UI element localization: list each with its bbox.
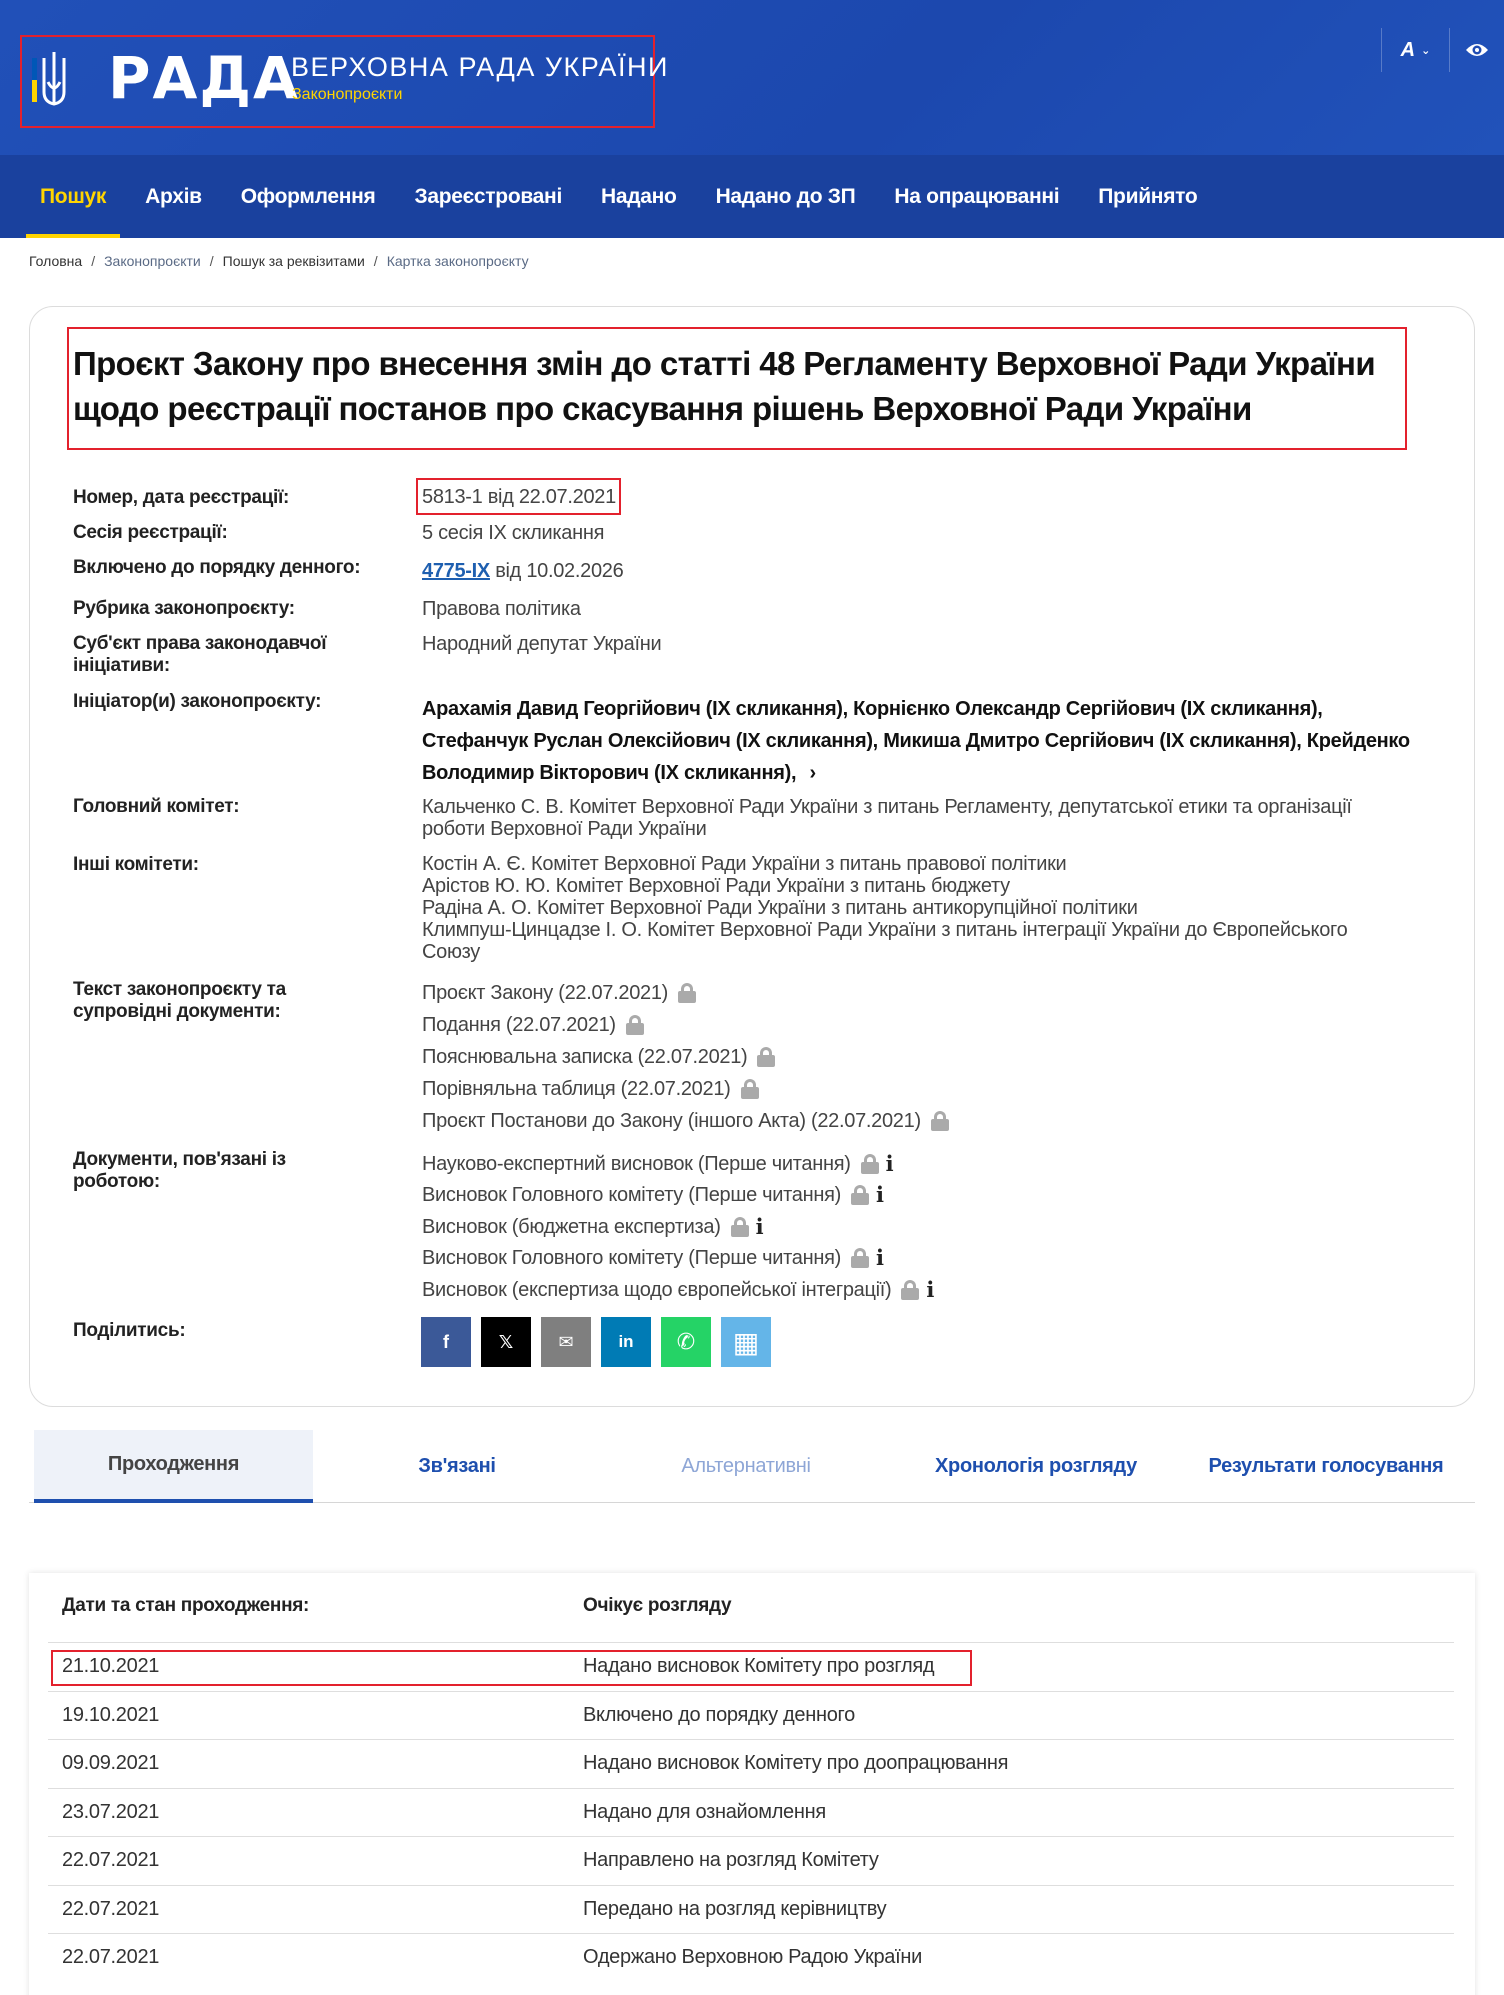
initiators-line-2[interactable]: Стефанчук Руслан Олексійович (IX скликання), Микиша Дмитро Сергійович (IX скликання), Крейденко [422, 730, 1410, 752]
page-title [73, 341, 1413, 431]
row-date: 23.07.2021 [62, 1801, 160, 1823]
lock-icon [731, 1217, 749, 1237]
session-label: Сесія реєстрації: [73, 522, 228, 543]
nav-formatting[interactable]: Оформлення [240, 184, 376, 208]
progress-header-dates: Дати та стан проходження: [62, 1595, 310, 1616]
share-buttons [421, 1317, 771, 1367]
rubric-value: Правова політика [422, 598, 581, 620]
share-label: Поділитись: [73, 1320, 186, 1341]
chevron-right-icon[interactable]: › [809, 762, 816, 784]
row-status: Включено до порядку денного [583, 1704, 855, 1726]
progress-header-status: Очікує розгляду [583, 1595, 732, 1616]
nav-provided-zp[interactable]: Надано до ЗП [715, 184, 856, 208]
accessibility-button[interactable] [1449, 28, 1504, 72]
row-date: 19.10.2021 [62, 1704, 160, 1726]
doc-link[interactable]: Подання (22.07.2021) [422, 1014, 616, 1036]
nav-in-work[interactable]: На опрацюванні [894, 184, 1060, 208]
doc-link[interactable]: Проєкт Закону (22.07.2021) [422, 982, 669, 1004]
trident-icon[interactable] [32, 52, 68, 110]
subject-value: Народний депутат України [422, 633, 662, 655]
eye-icon [1465, 42, 1489, 58]
tab-chronology[interactable]: Хронологія розгляду [934, 1455, 1138, 1477]
agenda-label: Включено до порядку денного: [73, 557, 361, 578]
texts-list [422, 977, 1432, 1137]
related-item [422, 1243, 1432, 1275]
related-item [422, 1180, 1432, 1212]
chevron-down-icon: ⌄ [1421, 44, 1431, 57]
doc-item [422, 1009, 1432, 1041]
related-label-1: Документи, пов'язані із [73, 1149, 286, 1170]
related-link[interactable]: Науково-експертний висновок (Перше читання) [422, 1152, 851, 1175]
nav-archive[interactable]: Архів [145, 184, 202, 208]
reg-label: Номер, дата реєстрації: [73, 487, 290, 508]
row-date: 09.09.2021 [62, 1752, 160, 1774]
row-status: Одержано Верховною Радою України [583, 1946, 922, 1968]
x-icon: 𝕏 [498, 1331, 514, 1352]
subject-label-2: ініціативи: [73, 655, 170, 676]
other-committee-4-cont: Союзу [422, 941, 481, 963]
breadcrumb-bills[interactable]: Законопроєкти [104, 253, 201, 269]
doc-link[interactable]: Порівняльна таблиця (22.07.2021) [422, 1078, 731, 1100]
session-value: 5 сесія IX скликання [422, 522, 605, 544]
other-committee-2: Арістов Ю. Ю. Комітет Верховної Ради України з питань бюджету [422, 875, 1010, 897]
texts-label-1: Текст законопроєкту та [73, 979, 286, 1000]
font-size-button[interactable] [1381, 28, 1449, 72]
doc-link[interactable]: Проєкт Постанови до Закону (іншого Акта) (22.07.2021) [422, 1110, 921, 1132]
row-date: 22.07.2021 [62, 1849, 160, 1871]
breadcrumb [29, 253, 529, 269]
other-committees-value [422, 853, 1432, 963]
logo-word[interactable]: РАДА [108, 44, 300, 112]
doc-link[interactable]: Пояснювальна записка (22.07.2021) [422, 1046, 748, 1068]
initiators-line-1[interactable]: Арахамія Давид Георгійович (IX скликання), Корнієнко Олександр Сергійович (IX скликання), [422, 698, 1323, 720]
tab-progress[interactable]: Проходження [34, 1430, 313, 1503]
qr-code-icon: ▦ [732, 1326, 760, 1358]
related-link[interactable]: Висновок (експертиза щодо європейської інтеграції) [422, 1278, 892, 1301]
related-label [73, 1149, 373, 1193]
email-icon: ✉ [558, 1331, 574, 1352]
breadcrumb-separator: / [209, 253, 214, 269]
initiators-label: Ініціатор(и) законопроєкту: [73, 691, 322, 712]
doc-item [422, 1073, 1432, 1105]
whatsapp-share-button[interactable] [661, 1317, 711, 1367]
other-committee-3: Радіна А. О. Комітет Верховної Ради України з питань антикорупційної політики [422, 897, 1138, 919]
reg-value: 5813-1 від 22.07.2021 [422, 486, 616, 508]
lock-icon [678, 983, 696, 1003]
lock-icon [741, 1079, 759, 1099]
table-row [48, 1933, 1454, 1982]
related-item [422, 1148, 1432, 1180]
tab-related[interactable]: Зв'язані [418, 1455, 496, 1477]
row-highlight [51, 1650, 972, 1686]
table-row [48, 1836, 1454, 1885]
facebook-share-button[interactable] [421, 1317, 471, 1367]
row-date: 22.07.2021 [62, 1946, 160, 1968]
facebook-icon: f [443, 1331, 449, 1352]
other-committees-label: Інші комітети: [73, 854, 199, 875]
site-header [0, 0, 1504, 155]
title-line-1: Проєкт Закону про внесення змін до статті 48 Регламенту Верховної Ради України [73, 345, 1376, 382]
row-status: Передано на розгляд керівництву [583, 1898, 887, 1920]
info-icon[interactable]: i [755, 1213, 764, 1239]
nav-registered[interactable]: Зареєстровані [414, 184, 562, 208]
breadcrumb-separator: / [91, 253, 96, 269]
main-committee-label: Головний комітет: [73, 796, 240, 817]
row-status: Надано висновок Комітету про доопрацювання [583, 1752, 1009, 1774]
main-nav [0, 155, 1504, 238]
lock-icon [626, 1015, 644, 1035]
nav-provided[interactable]: Надано [600, 184, 677, 208]
linkedin-share-button[interactable] [601, 1317, 651, 1367]
tab-voting-results[interactable]: Результати голосування [1208, 1455, 1444, 1477]
rubric-label: Рубрика законопроєкту: [73, 598, 295, 619]
x-share-button[interactable] [481, 1317, 531, 1367]
logo-subtitle: Законопроєкти [292, 86, 403, 103]
lock-icon [757, 1047, 775, 1067]
related-list [422, 1148, 1432, 1306]
other-committee-1: Костін А. Є. Комітет Верховної Ради України з питань правової політики [422, 853, 1067, 875]
tabs [29, 1430, 1475, 1503]
table-row [48, 1691, 1454, 1740]
other-committee-4: Климпуш-Цинцадзе І. О. Комітет Верховної Ради України з питань інтеграції України до Європейського [422, 919, 1348, 941]
font-size-label: A [1400, 38, 1416, 61]
info-icon[interactable]: i [885, 1150, 894, 1176]
subject-label-1: Суб'єкт права законодавчої [73, 633, 327, 654]
main-committee-line-1: Кальченко С. В. Комітет Верховної Ради України з питань Регламенту, депутатської етики та організації [422, 796, 1352, 818]
nav-search[interactable]: Пошук [26, 155, 120, 238]
doc-item [422, 977, 1432, 1009]
related-link[interactable]: Висновок Головного комітету (Перше читання) [422, 1247, 841, 1270]
agenda-link[interactable]: 4775-IX [422, 560, 490, 582]
related-link[interactable]: Висновок (бюджетна експертиза) [422, 1215, 721, 1238]
doc-item [422, 1105, 1432, 1137]
lock-icon [901, 1280, 919, 1300]
info-icon[interactable]: i [876, 1182, 884, 1208]
breadcrumb-separator: / [373, 253, 378, 269]
initiators-value [422, 693, 1432, 789]
nav-adopted[interactable]: Прийнято [1098, 184, 1198, 208]
agenda-value [422, 560, 1432, 582]
breadcrumb-current: Картка законопроєкту [386, 253, 529, 269]
breadcrumb-home[interactable]: Головна [29, 253, 83, 269]
row-date: 22.07.2021 [62, 1898, 160, 1920]
email-share-button[interactable] [541, 1317, 591, 1367]
table-row [48, 1739, 1454, 1788]
qr-share-button[interactable] [721, 1317, 771, 1367]
whatsapp-icon: ✆ [676, 1329, 696, 1354]
subject-label [73, 633, 373, 677]
table-row [48, 1788, 1454, 1837]
logo-title: ВЕРХОВНА РАДА УКРАЇНИ [291, 52, 669, 82]
row-status: Надано для ознайомлення [583, 1801, 826, 1823]
initiators-line-3[interactable]: Володимир Вікторович (IX скликання), [422, 762, 797, 784]
tab-alternative[interactable]: Альтернативні [681, 1455, 811, 1477]
breadcrumb-search[interactable]: Пошук за реквізитами [222, 253, 365, 269]
row-status: Направлено на розгляд Комітету [583, 1849, 879, 1871]
texts-label [73, 979, 373, 1023]
agenda-date: від 10.02.2026 [495, 560, 624, 582]
texts-label-2: супровідні документи: [73, 1001, 281, 1022]
related-item [422, 1274, 1432, 1306]
row-status: Надано висновок Комітету про розгляд [583, 1655, 935, 1677]
table-row [48, 1885, 1454, 1934]
title-line-2: щодо реєстрації постанов про скасування рішень Верховної Ради України [73, 390, 1252, 427]
header-controls [1381, 28, 1504, 72]
lock-icon [861, 1154, 879, 1174]
main-committee-line-2: роботи Верховної Ради України [422, 818, 707, 840]
info-icon[interactable]: i [876, 1245, 884, 1271]
main-committee-value [422, 796, 1432, 840]
doc-item [422, 1041, 1432, 1073]
related-item [422, 1211, 1432, 1243]
lock-icon [931, 1111, 949, 1131]
info-icon[interactable]: i [926, 1276, 935, 1302]
row-date: 21.10.2021 [62, 1655, 160, 1677]
related-label-2: роботою: [73, 1171, 160, 1192]
linkedin-icon: in [618, 1332, 634, 1351]
lock-icon [851, 1248, 869, 1268]
related-link[interactable]: Висновок Головного комітету (Перше читання) [422, 1184, 841, 1207]
lock-icon [851, 1185, 869, 1205]
